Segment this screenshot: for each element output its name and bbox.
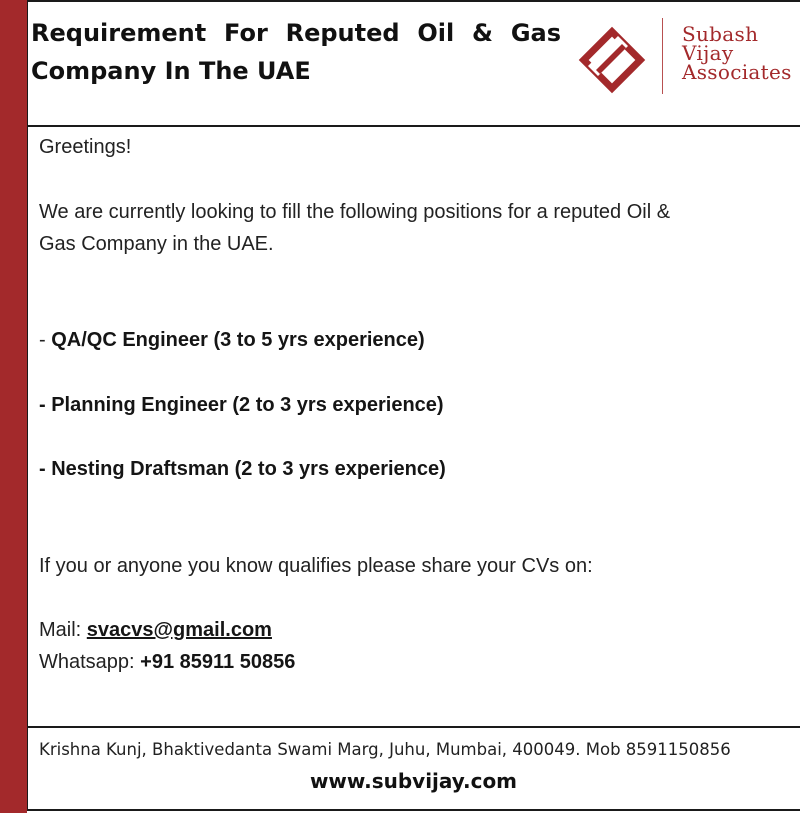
logo-divider [662, 18, 663, 94]
footer-address: Krishna Kunj, Bhaktivedanta Swami Marg, Juhu, Mumbai, 400049. Mob 8591150856 [39, 740, 731, 759]
position-title: Nesting Draftsman (2 to 3 yrs experience) [51, 458, 446, 480]
share-instructions: If you or anyone you know qualifies please share your CVs on: [39, 555, 593, 577]
logo-line-2: Vijay [682, 41, 734, 65]
whatsapp-number: +91 85911 50856 [140, 651, 296, 673]
mail-label: Mail: [39, 619, 87, 641]
whatsapp-line [39, 646, 295, 678]
mail-link[interactable]: svacvs@gmail.com [86, 619, 272, 641]
footer-website[interactable]: www.subvijay.com [309, 769, 518, 793]
position-item [39, 324, 425, 356]
company-logo-text [682, 22, 792, 84]
logo-line-1: Subash [682, 22, 759, 46]
footer-divider [27, 726, 800, 728]
page-title: Requirement For Reputed Oil & Gas Company In The UAE [31, 19, 561, 85]
position-prefix: - [39, 329, 52, 351]
intro-line-1: We are currently looking to fill the following positions for a reputed Oil & [39, 201, 671, 223]
intro-line-2: Gas Company in the UAE. [39, 233, 274, 255]
position-prefix: - [39, 394, 52, 416]
header-divider [27, 125, 800, 127]
left-accent-bar [0, 0, 27, 813]
position-item [39, 453, 446, 485]
position-title: Planning Engineer (2 to 3 yrs experience) [51, 394, 444, 416]
logo-line-3: Associates [682, 60, 792, 84]
position-prefix: - [39, 458, 52, 480]
company-logo-icon [578, 26, 646, 94]
position-title: QA/QC Engineer (3 to 5 yrs experience) [51, 329, 425, 351]
whatsapp-label: Whatsapp: [39, 651, 141, 673]
position-item [39, 389, 444, 421]
greeting-text: Greetings! [39, 136, 132, 158]
mail-line [39, 614, 272, 646]
